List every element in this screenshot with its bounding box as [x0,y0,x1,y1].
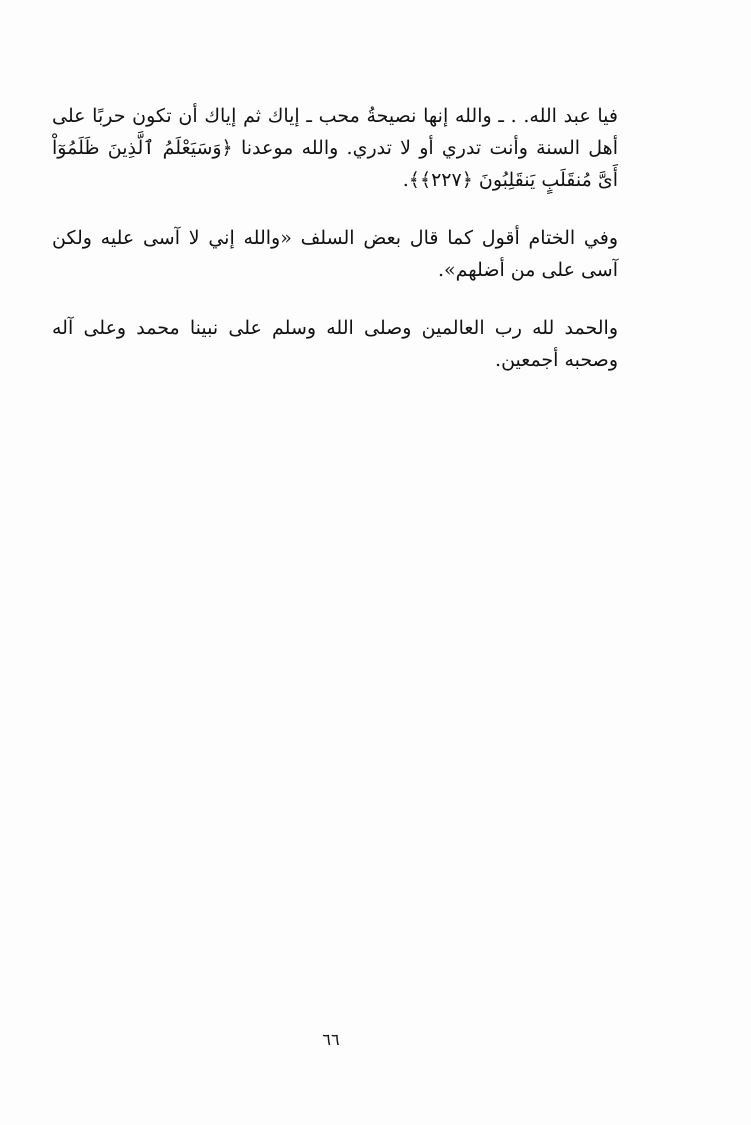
page-number: ٦٦ [322,1030,340,1049]
page-body [52,100,618,402]
paragraph-advice: فيا عبد الله. . ـ والله إنها نصيحةُ محب ـ إياك ثم إياك أن تكون حربًا على أهل السنة وأنت تدري أو لا تدري. والله موعدنا ﴿وَسَيَعْلَمُ ٱلَّذِينَ ظَلَمُوٓاْ أَىَّ مُنقَلَبٍ يَنقَلِبُونَ ﴿٢٢٧﴾﴾. [52,105,618,191]
paragraph-praise: والحمد لله رب العالمين وصلى الله وسلم على نبينا محمد وعلى آله وصحبه أجمعين. [52,317,618,371]
paragraph-conclusion: وفي الختام أقول كما قال بعض السلف «والله إني لا آسى عليه ولكن آسى على من أضلهم». [52,227,618,281]
